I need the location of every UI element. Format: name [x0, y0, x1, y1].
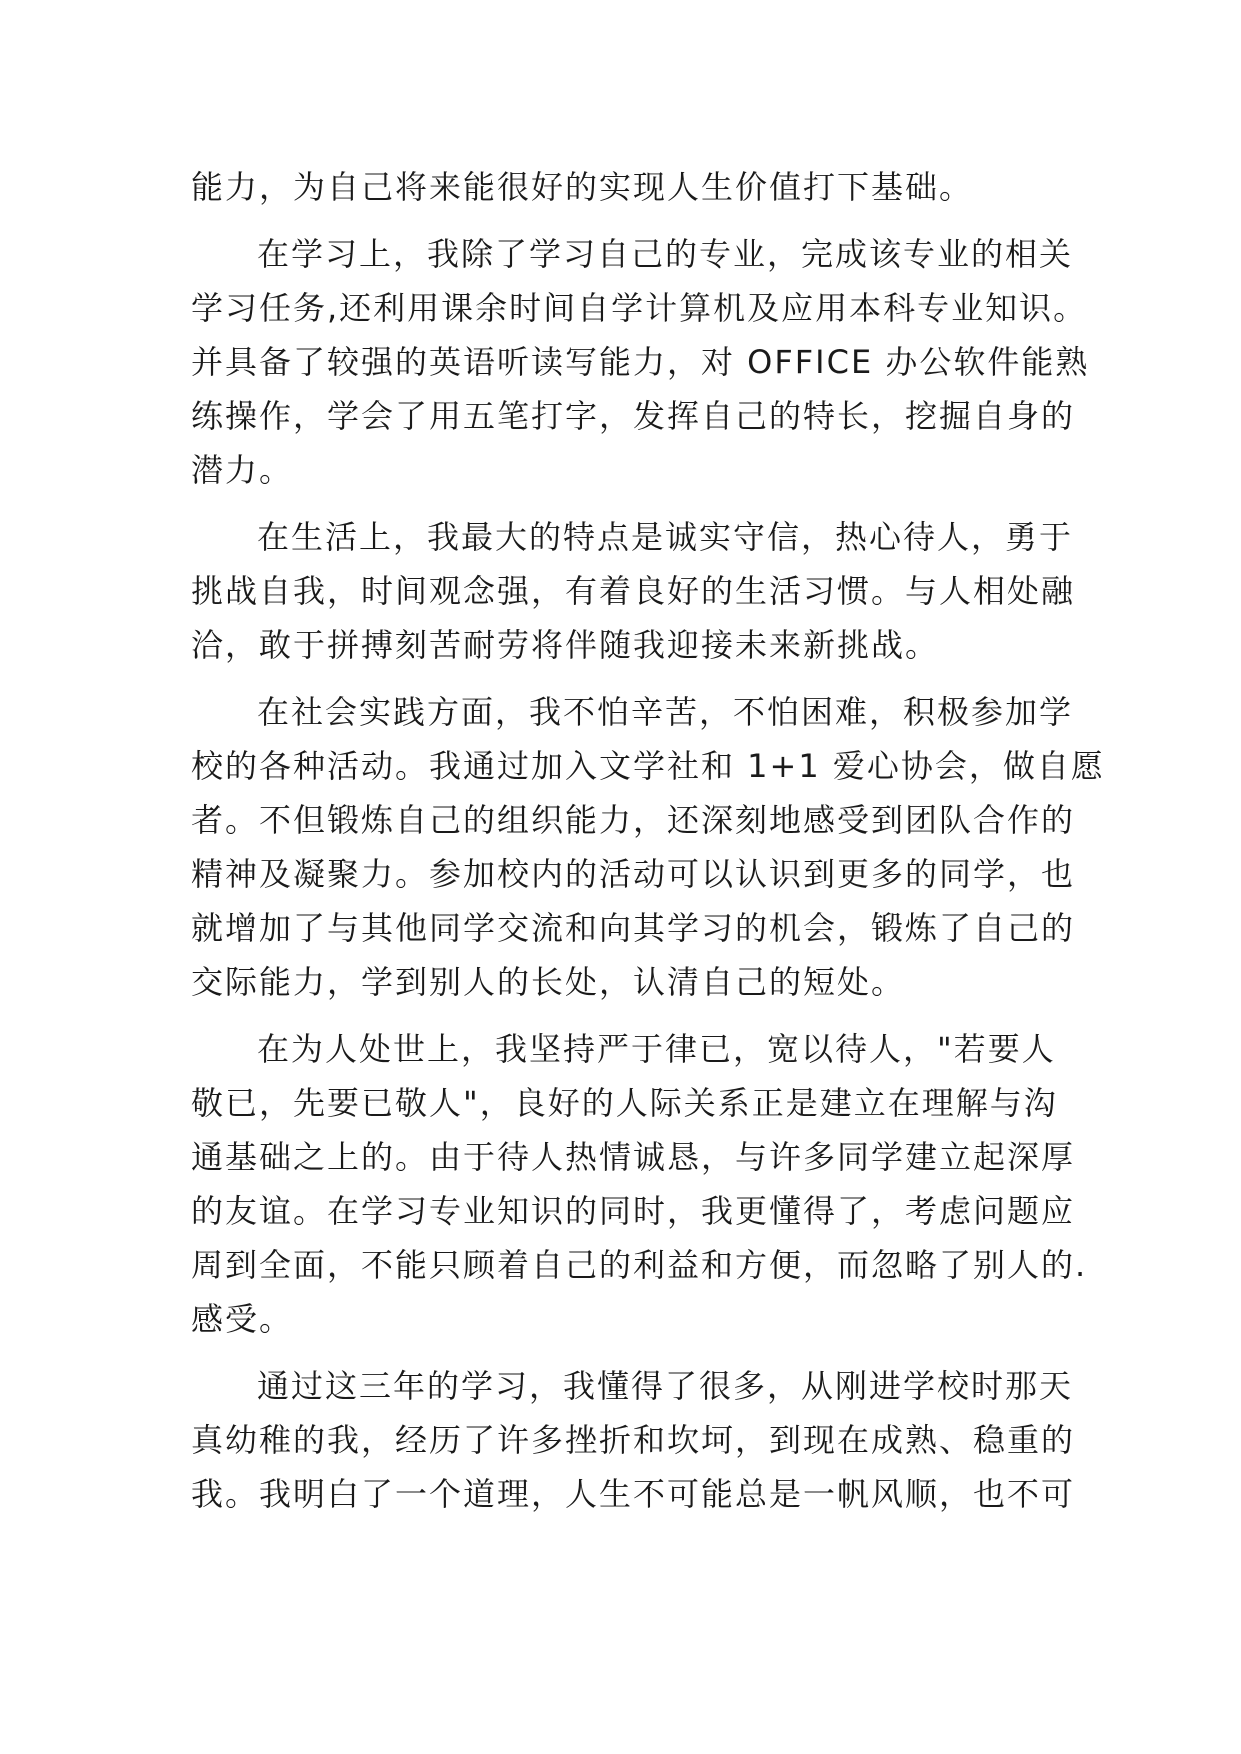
- text-line: 潜力。: [191, 451, 294, 489]
- text-line: 并具备了较强的英语听读写能力，对 OFFICE 办公软件能熟: [191, 343, 1090, 381]
- text-line: 挑战自我，时间观念强，有着良好的生活习惯。与人相处融: [191, 572, 1076, 610]
- text-line: 敬已，先要已敬人"，良好的人际关系正是建立在理解与沟: [191, 1084, 1058, 1122]
- document-body: [191, 160, 1105, 1521]
- text-line: 的友谊。在学习专业知识的同时，我更懂得了，考虑问题应: [191, 1192, 1076, 1230]
- text-line: 通基础之上的。由于待人热情诚恳，与许多同学建立起深厚: [191, 1138, 1076, 1176]
- paragraph-first-line: 在社会实践方面，我不怕辛苦，不怕困难，积极参加学: [257, 693, 1074, 731]
- text-line: 者。不但锻炼自己的组织能力，还深刻地感受到团队合作的: [191, 801, 1076, 839]
- paragraph-first-line: 在为人处世上，我坚持严于律已，宽以待人，"若要人: [257, 1030, 1056, 1068]
- text-line: 就增加了与其他同学交流和向其学习的机会，锻炼了自己的: [191, 909, 1076, 947]
- paragraph-first-line: 在学习上，我除了学习自己的专业，完成该专业的相关: [257, 235, 1074, 273]
- text-line: 周到全面，不能只顾着自己的利益和方便，而忽略了别人的.: [191, 1246, 1088, 1284]
- text-line: 洽，敢于拼搏刻苦耐劳将伴随我迎接未来新挑战。: [191, 626, 940, 664]
- text-line: 学习任务,还利用课余时间自学计算机及应用本科专业知识。: [191, 289, 1088, 327]
- paragraph-first-line: 在生活上，我最大的特点是诚实守信，热心待人，勇于: [257, 518, 1074, 556]
- text-line: 精神及凝聚力。参加校内的活动可以认识到更多的同学，也: [191, 855, 1076, 893]
- text-line: 练操作，学会了用五笔打字，发挥自己的特长，挖掘自身的: [191, 397, 1076, 435]
- text-line: 我。我明白了一个道理，人生不可能总是一帆风顺，也不可: [191, 1475, 1076, 1513]
- paragraph-first-line: 通过这三年的学习，我懂得了很多，从刚进学校时那天: [257, 1367, 1074, 1405]
- text-line: 交际能力，学到别人的长处，认清自己的短处。: [191, 963, 906, 1001]
- text-line: 真幼稚的我，经历了许多挫折和坎坷，到现在成熟、稳重的: [191, 1421, 1076, 1459]
- text-line: 校的各种活动。我通过加入文学社和 1+1 爱心协会，做自愿: [191, 747, 1105, 785]
- text-line: 能力，为自己将来能很好的实现人生价值打下基础。: [191, 168, 974, 206]
- text-line: 感受。: [191, 1300, 294, 1338]
